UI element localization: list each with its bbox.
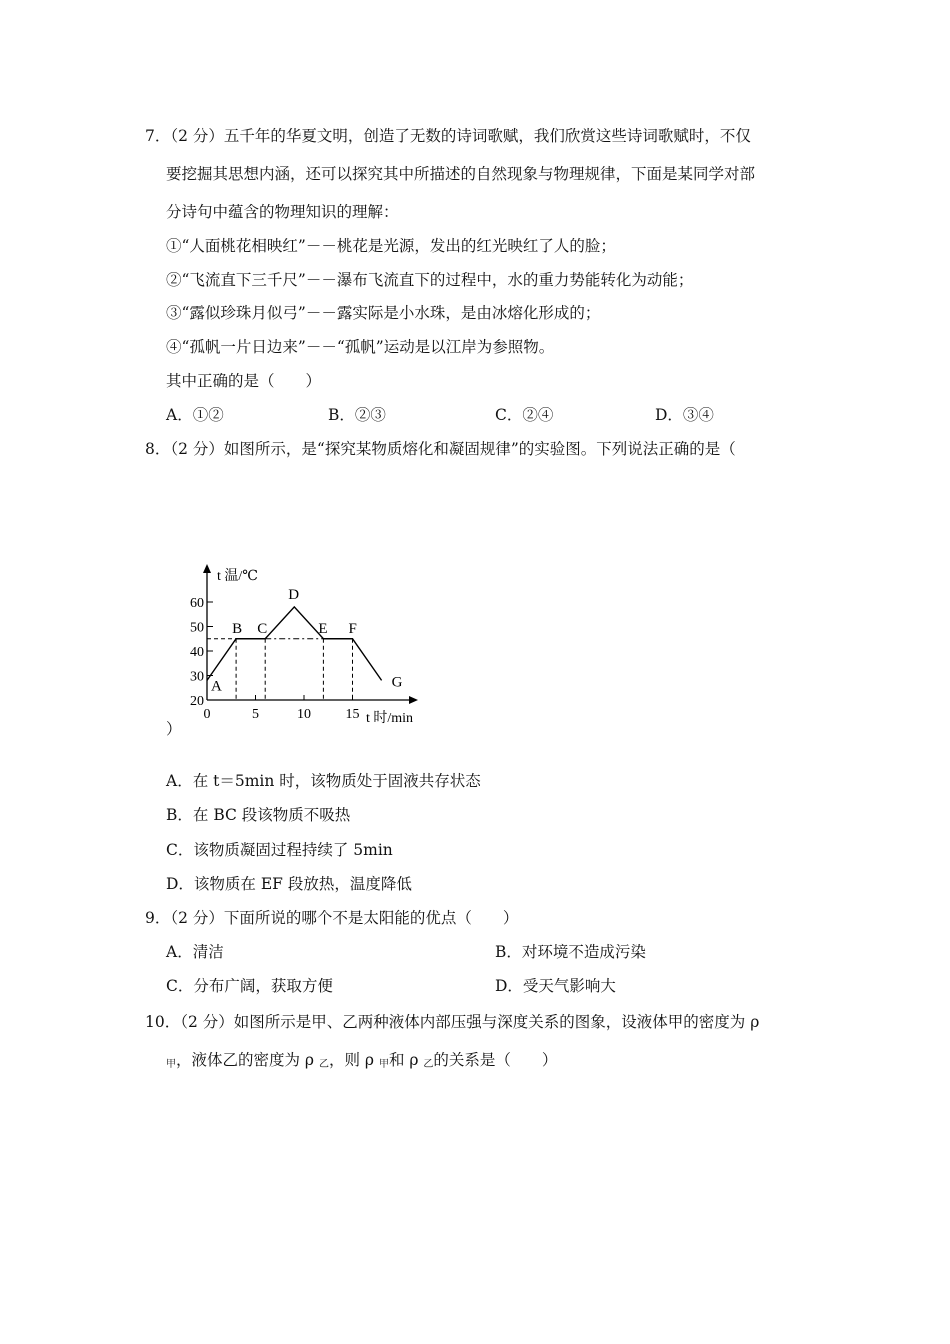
x-axis-arrow [409, 696, 418, 704]
point-label-F: F [348, 620, 357, 637]
q8-stem-close: ） [166, 720, 182, 738]
point-label-D: D [288, 586, 300, 603]
y-tick-label-3: 50 [190, 620, 204, 636]
q7-option-c[interactable]: C．②④ [495, 406, 554, 424]
q8-option-b[interactable]: B．在 BC 段该物质不吸热 [166, 806, 351, 824]
y-axis-arrow [203, 564, 211, 573]
q10-text-h: 的关系是（ ） [433, 1051, 558, 1069]
q9-option-c[interactable]: C．分布广阔，获取方便 [166, 977, 333, 995]
y-tick-label-2: 40 [190, 645, 204, 660]
q10-text-f: 和 ρ [388, 1051, 424, 1069]
q10-text-b: ，液体乙的密度为 ρ [176, 1051, 319, 1069]
q9-option-d[interactable]: D．受天气影响大 [495, 977, 616, 995]
q7-item-1: ①“人面桃花相映红”－－桃花是光源，发出的红光映红了人的脸； [166, 237, 616, 255]
q7-option-a[interactable]: A．①② [166, 406, 224, 424]
q9-option-b[interactable]: B．对环境不造成污染 [495, 943, 646, 961]
q9-option-a[interactable]: A．清洁 [166, 943, 224, 961]
sub-yi-2: 乙 [423, 1059, 434, 1070]
x-axis-label: t 时/min [366, 711, 414, 726]
y-tick-label-4: 60 [190, 596, 204, 611]
q8-option-d[interactable]: D．该物质在 EF 段放热，温度降低 [166, 875, 412, 893]
q10-stem-line-1: 10．（2 分）如图所示是甲、乙两种液体内部压强与深度关系的图象，设液体甲的密度为 ρ [145, 1013, 760, 1031]
q8-option-a[interactable]: A．在 t＝5min 时，该物质处于固液共存状态 [166, 772, 481, 790]
q7-item-4: ④“孤帆一片日边来”－－“孤帆”运动是以江岸为参照物。 [166, 338, 555, 356]
q8-stem: 8．（2 分）如图所示，是“探究某物质熔化和凝固规律”的实验图。下列说法正确的是（ [145, 440, 736, 458]
sub-yi-1: 乙 [318, 1059, 329, 1070]
q7-item-3: ③“露似珍珠月似弓”－－露实际是小水珠，是由冰熔化形成的； [166, 304, 601, 322]
q10-text-d: ，则 ρ [328, 1051, 379, 1069]
q10-stem-line-2 [166, 1050, 557, 1075]
point-label-B: B [232, 620, 243, 637]
q9-stem: 9．（2 分）下面所说的哪个不是太阳能的优点（ ） [145, 909, 519, 927]
point-label-A: A [211, 678, 222, 695]
x-tick-label-3: 15 [345, 707, 360, 722]
y-axis-label: t 温/℃ [217, 569, 258, 584]
sub-jia-2: 甲 [378, 1059, 389, 1070]
x-tick-label-2: 10 [297, 707, 311, 722]
q7-prompt: 其中正确的是（ ） [166, 372, 322, 390]
q7-item-2: ②“飞流直下三千尺”－－瀑布飞流直下的过程中，水的重力势能转化为动能； [166, 271, 694, 289]
melting-chart [180, 560, 440, 735]
y-tick-label-0: 20 [190, 694, 204, 709]
x-tick-label-0: 0 [203, 707, 211, 722]
x-tick-label-1: 5 [252, 707, 259, 722]
point-label-G: G [391, 674, 403, 691]
point-label-E: E [318, 620, 328, 637]
q7-stem-line-1: 7．（2 分）五千年的华夏文明，创造了无数的诗词歌赋，我们欣赏这些诗词歌赋时，不仅 [145, 127, 751, 145]
point-label-C: C [257, 620, 268, 637]
q8-option-c[interactable]: C．该物质凝固过程持续了 5min [166, 841, 393, 859]
temperature-curve [207, 607, 382, 681]
q7-stem-line-3: 分诗句中蕴含的物理知识的理解： [166, 203, 399, 221]
q7-option-d[interactable]: D．③④ [655, 406, 714, 424]
sub-jia-1: 甲 [166, 1059, 176, 1070]
y-tick-label-1: 30 [190, 669, 204, 685]
q7-stem-line-2: 要挖掘其思想内涵，还可以探究其中所描述的自然现象与物理规律，下面是某同学对部 [166, 165, 756, 183]
q7-option-b[interactable]: B．②③ [328, 406, 386, 424]
